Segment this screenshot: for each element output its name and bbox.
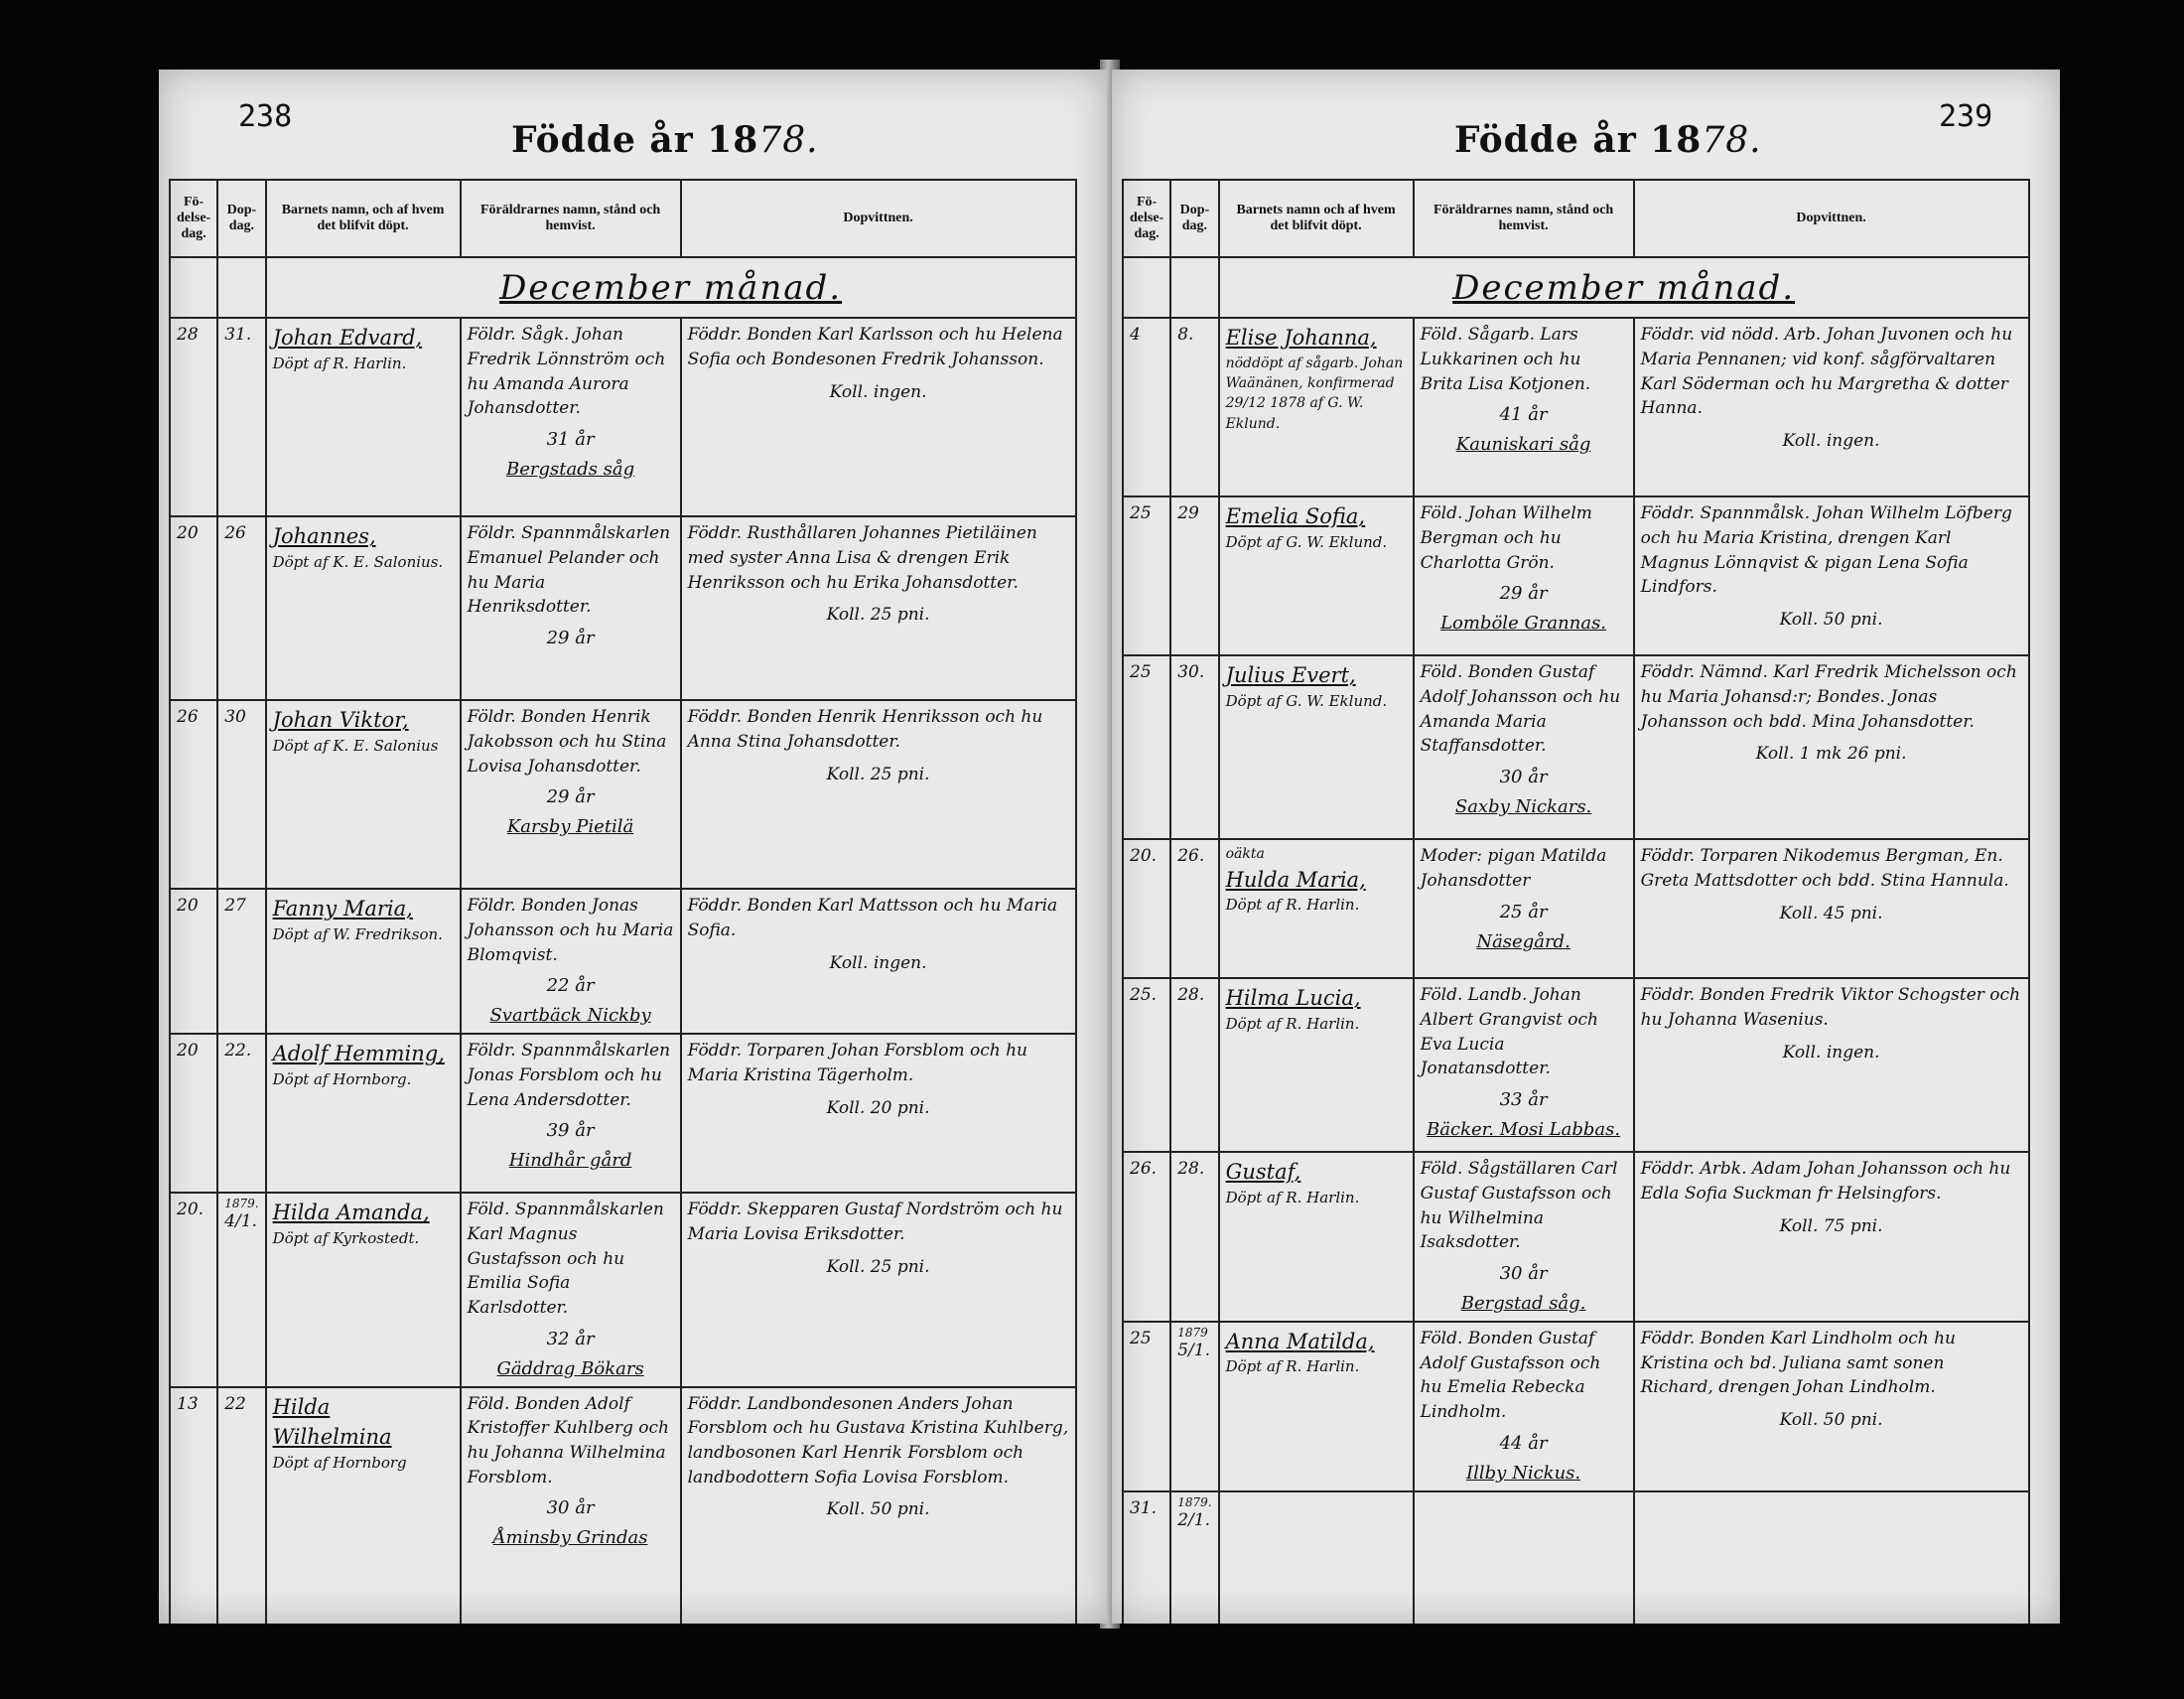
witnesses-text: Föddr. Torparen Johan Forsblom och hu Maria Kristina Tägerholm. [687,1041,1027,1086]
residence: Illby Nickus. [1466,1462,1581,1484]
residence: Bäcker. Mosi Labbas. [1427,1118,1621,1140]
child-name: Fanny Maria, [272,897,413,921]
page-number: 239 [1939,99,1993,134]
baptism-day-cell [217,1387,265,1624]
residence: Karsby Pietilä [506,816,634,838]
witnesses-cell [681,1034,1076,1193]
witnesses-cell [681,1387,1076,1624]
child-cell [266,700,461,889]
birth-day-cell: 20 [170,1034,217,1193]
birth-day-cell: 25 [1123,1322,1170,1491]
title-year: 78. [758,120,819,161]
baptism-day-cell [217,700,265,889]
witnesses-cell [681,318,1076,516]
residence: Bergstad såg. [1460,1292,1586,1314]
child-cell [1219,839,1414,978]
child-cell [266,1034,461,1193]
child-name: Hilda Amanda, [272,1201,430,1225]
baptized-by: Döpt af R. Harlin. [1225,1014,1360,1033]
month-row [1123,257,2029,318]
right-page [1112,70,2060,1624]
header-witnesses: Dopvittnen. [1634,180,2029,257]
residence: Kauniskari såg [1455,434,1591,456]
baptism-year: 1879. [1177,1494,1212,1509]
witnesses-text: Föddr. Landbondesonen Anders Johan Forsblom och hu Gustava Kristina Kuhlberg, landbosonen Karl Henrik Forsblom och landbodottern Sofia Lovisa Forsblom. [687,1393,1069,1487]
birth-day-cell: 31. [1123,1491,1170,1624]
residence: Lomböle Grannas. [1440,613,1607,635]
baptism-day-cell [1170,1152,1218,1322]
residence: Hindhår gård [508,1150,632,1172]
parent-age: 25 år [1499,901,1548,922]
witnesses-cell [681,516,1076,700]
child-name: Hilda Wilhelmina [272,1394,392,1450]
parents-cell [1414,1322,1634,1491]
parents-text: Föld. Sågställaren Carl Gustaf Gustafsson och hu Wilhelmina Isaksdotter. [1420,1159,1618,1253]
child-cell [1219,1322,1414,1491]
baptized-by: Döpt af K. E. Salonius. [272,552,444,571]
baptism-day: 2/1. [1177,1509,1210,1530]
witnesses-text: Föddr. Bonden Karl Mattsson och hu Maria Sofia. [687,896,1058,940]
child-name: Gustaf, [1225,1160,1301,1185]
child-cell [1219,978,1414,1152]
witnesses-text: Föddr. Bonden Karl Karlsson och hu Helena Sofia och Bondesonen Fredrik Johansson. [687,325,1063,369]
header-day-baptized: Dop-dag. [217,180,265,257]
baptism-day-cell [1170,839,1218,978]
parent-age: 29 år [546,627,595,648]
collection-note: Koll. 50 pni. [826,1499,930,1520]
table-row [170,889,1076,1034]
baptism-day: 27 [224,896,246,917]
table-row [1123,1322,2029,1491]
page-title [1454,119,1762,161]
baptism-day-cell [217,516,265,700]
child-name: Adolf Hemming, [272,1042,445,1066]
witnesses-text: Föddr. Rusthållaren Johannes Pietiläinen med syster Anna Lisa & drengen Erik Henriksson och hu Erika Johansdotter. [687,523,1037,593]
table-row [1123,1152,2029,1322]
parent-age: 33 år [1499,1088,1548,1110]
parents-cell [1414,655,1634,839]
parent-age: 22 år [546,975,595,997]
parents-cell [461,318,681,516]
parents-cell [1414,1491,1634,1624]
baptized-by: Döpt af Hornborg [272,1453,407,1472]
birth-day-cell: 20. [1123,839,1170,978]
child-cell [266,1193,461,1386]
child-cell [266,318,461,516]
baptized-by: Döpt af W. Fredrikson. [272,924,443,943]
header-witnesses: Dopvittnen. [681,180,1076,257]
parents-text: Föld. Bonden Gustaf Adolf Gustafsson och hu Emelia Rebecka Lindholm. [1420,1329,1601,1422]
child-cell [266,889,461,1034]
witnesses-cell [1634,1152,2029,1322]
baptism-day-cell [217,889,265,1034]
month-heading: December månad. [1452,268,1796,308]
parents-text: Föld. Johan Wilhelm Bergman och hu Charlotta Grön. [1420,503,1592,573]
parents-cell [1414,978,1634,1152]
table-row [170,1387,1076,1624]
residence: Gäddrag Bökars [496,1357,644,1379]
parent-age: 30 år [546,1497,595,1519]
baptism-year: 1879. [224,1197,259,1211]
witnesses-cell [1634,978,2029,1152]
title-year: 78. [1702,120,1762,161]
title-text: Födde år 18 [1454,119,1703,161]
witnesses-cell [1634,496,2029,655]
child-name: Johan Viktor, [272,708,409,733]
baptism-day: 22. [224,1041,252,1062]
collection-note: Koll. 75 pni. [1779,1215,1883,1236]
collection-note: Koll. 45 pni. [1779,903,1883,923]
collection-note: Koll. 50 pni. [1779,1409,1883,1430]
collection-note: Koll. 20 pni. [826,1097,930,1118]
baptism-day-cell [1170,655,1218,839]
parents-text: Földr. Spannmålskarlen Jonas Forsblom och hu Lena Andersdotter. [467,1041,671,1110]
baptism-day-cell [217,318,265,516]
parents-cell [461,516,681,700]
child-cell [1219,496,1414,655]
child-name: Johannes, [272,524,376,549]
baptism-day: 8. [1177,325,1194,346]
header-row [1123,180,2029,257]
collection-note: Koll. ingen. [829,381,927,402]
table-row [170,318,1076,516]
header-parents: Föräldrarnes namn, stånd och hemvist. [461,180,681,257]
header-day-born: Fö-delse-dag. [170,180,217,257]
parents-text: Földr. Bonden Henrik Jakobsson och hu Stina Lovisa Johansdotter. [467,707,667,777]
table-row [1123,839,2029,978]
child-name: Julius Evert, [1225,663,1356,688]
witnesses-cell [681,700,1076,889]
baptism-day-cell [217,1193,265,1386]
table-row [1123,978,2029,1152]
witnesses-text: Föddr. Skepparen Gustaf Nordström och hu Maria Lovisa Eriksdotter. [687,1200,1063,1245]
baptism-day-cell [1170,978,1218,1152]
baptism-day: 30 [224,707,246,728]
parent-age: 30 år [1499,766,1548,787]
birth-day-cell: 25 [1123,655,1170,839]
child-name: Hulda Maria, [1225,867,1366,892]
baptism-day-cell [1170,1491,1218,1624]
parents-text: Föld. Sågarb. Lars Lukkarinen och hu Brita Lisa Kotjonen. [1420,325,1591,394]
baptized-by: Döpt af R. Harlin. [272,354,407,372]
baptism-year: 1879 [1177,1326,1208,1341]
parents-text: Földr. Spannmålskarlen Emanuel Pelander och hu Maria Henriksdotter. [467,523,671,618]
baptism-day: 30. [1177,662,1205,683]
collection-note: Koll. 25 pni. [826,605,930,626]
parents-cell [1414,318,1634,496]
parents-text: Föld. Bonden Adolf Kristoffer Kuhlberg och hu Johanna Wilhelmina Forsblom. [467,1393,669,1487]
parents-text: Föld. Bonden Gustaf Adolf Johansson och hu Amanda Maria Staffansdotter. [1420,662,1621,757]
birth-day-cell: 20. [170,1193,217,1386]
witnesses-cell [1634,655,2029,839]
register-table [169,179,1077,1624]
baptism-day-cell [217,1034,265,1193]
residence: Näsegård. [1476,930,1570,952]
birth-day-cell: 25. [1123,978,1170,1152]
header-parents: Föräldrarnes namn, stånd och hemvist. [1414,180,1634,257]
register-table [1122,179,2030,1624]
page-title [511,119,819,161]
child-cell [1219,655,1414,839]
parents-cell [1414,496,1634,655]
parents-cell [461,1387,681,1624]
parents-cell [461,700,681,889]
parents-cell [1414,1152,1634,1322]
baptized-by: Döpt af G. W. Eklund. [1225,691,1388,710]
baptism-day: 31. [224,325,252,346]
baptism-day-cell [1170,318,1218,496]
parent-age: 39 år [546,1120,595,1142]
birth-day-cell: 25 [1123,496,1170,655]
header-day-baptized: Dop-dag. [1170,180,1218,257]
header-child-name: Barnets namn och af hvem det blifvit döpt. [1219,180,1414,257]
parent-age: 31 år [546,428,595,450]
header-day-born: Fö-delse-dag. [1123,180,1170,257]
parents-cell [461,889,681,1034]
baptized-by: Döpt af Hornborg. [272,1069,412,1088]
parent-age: 30 år [1499,1262,1548,1284]
parents-cell [1414,839,1634,978]
parent-age: 44 år [1499,1432,1548,1454]
child-name: Anna Matilda, [1225,1330,1375,1354]
parents-text: Földr. Sågk. Johan Fredrik Lönnström och hu Amanda Aurora Johansdotter. [467,325,666,419]
witnesses-text: Föddr. Bonden Henrik Henriksson och hu Anna Stina Johansdotter. [687,707,1043,752]
parents-cell [461,1193,681,1386]
parents-text: Földr. Bonden Jonas Johansson och hu Maria Blomqvist. [467,896,674,965]
page-number: 238 [238,99,293,134]
witnesses-cell [1634,1322,2029,1491]
child-note: nöddöpt af sågarb. Johan Waänänen, konfirmerad 29/12 1878 af G. W. Eklund. [1225,354,1404,432]
parent-age: 41 år [1499,404,1548,426]
table-row [1123,318,2029,496]
baptism-day: 5/1. [1177,1341,1210,1361]
collection-note: Koll. 50 pni. [1779,609,1883,630]
child-note: oäkta [1225,846,1265,863]
witnesses-cell [1634,1491,2029,1624]
month-row [170,257,1076,318]
left-page [159,70,1107,1624]
table-row [170,700,1076,889]
witnesses-text: Föddr. Torparen Nikodemus Bergman, En. Greta Mattsdotter och bdd. Stina Hannula. [1640,846,2009,891]
title-text: Födde år 18 [511,119,759,161]
table-row [170,1193,1076,1386]
witnesses-text: Föddr. Arbk. Adam Johan Johansson och hu Edla Sofia Suckman fr Helsingfors. [1640,1159,2011,1203]
collection-note: Koll. ingen. [1782,430,1880,451]
child-cell [266,1387,461,1624]
child-name: Elise Johanna, [1225,326,1377,351]
birth-day-cell: 28 [170,318,217,516]
witnesses-text: Föddr. Nämnd. Karl Fredrik Michelsson och hu Maria Johansd:r; Bondes. Jonas Johansson och bdd. Mina Johansdotter. [1640,662,2017,732]
baptism-day: 26. [1177,846,1205,867]
baptized-by: Döpt af R. Harlin. [1225,1357,1360,1376]
baptism-day: 29 [1177,503,1199,524]
parents-cell [461,1034,681,1193]
residence: Saxby Nickars. [1454,795,1592,817]
parents-text: Föld. Landb. Johan Albert Grangvist och Eva Lucia Jonatansdotter. [1420,985,1598,1079]
collection-note: Koll. 25 pni. [826,764,930,784]
header-child-name: Barnets namn, och af hvem det blifvit döpt. [266,180,461,257]
baptism-day: 26 [224,523,246,544]
birth-day-cell: 20 [170,889,217,1034]
witnesses-text: Föddr. Bonden Fredrik Viktor Schogster och hu Johanna Wasenius. [1640,985,2021,1030]
residence: Bergstads såg [505,458,635,480]
baptism-day: 28. [1177,985,1205,1006]
baptism-day: 4/1. [224,1211,257,1232]
baptism-day: 22 [224,1393,246,1414]
birth-day-cell: 20 [170,516,217,700]
birth-day-cell: 13 [170,1387,217,1624]
witnesses-text: Föddr. vid nödd. Arb. Johan Juvonen och hu Maria Pennanen; vid konf. sågförvaltaren Karl Söderman och hu Margretha & dotter Hanna. [1640,325,2013,419]
collection-note: Koll. 1 mk 26 pni. [1755,744,1907,765]
witnesses-text: Föddr. Spannmålsk. Johan Wilhelm Löfberg och hu Maria Kristina, drengen Karl Magnus Lönnqvist & pigan Lena Sofia Lindfors. [1640,503,2012,598]
table-row [1123,496,2029,655]
parent-age: 29 år [1499,583,1548,605]
child-cell [1219,1491,1414,1624]
table-row [170,516,1076,700]
parent-age: 32 år [546,1328,595,1349]
parents-text: Föld. Spannmålskarlen Karl Magnus Gustafsson och hu Emilia Sofia Karlsdotter. [467,1200,664,1318]
witnesses-cell [681,889,1076,1034]
witnesses-cell [1634,839,2029,978]
birth-day-cell: 4 [1123,318,1170,496]
residence: Åminsby Grindas [492,1527,648,1549]
residence: Svartbäck Nickby [489,1005,651,1027]
baptism-day-cell [1170,1322,1218,1491]
table-row [1123,1491,2029,1624]
child-cell [1219,318,1414,496]
collection-note: Koll. ingen. [1782,1042,1880,1062]
collection-note: Koll. 25 pni. [826,1256,930,1277]
table-row [1123,655,2029,839]
birth-day-cell: 26. [1123,1152,1170,1322]
witnesses-cell [1634,318,2029,496]
child-name: Johan Edvard, [272,326,423,351]
baptized-by: Döpt af R. Harlin. [1225,896,1360,915]
baptized-by: Döpt af Kyrkostedt. [272,1228,420,1247]
baptized-by: Döpt af K. E. Salonius [272,736,439,755]
baptized-by: Döpt af R. Harlin. [1225,1188,1360,1206]
baptism-day-cell [1170,496,1218,655]
parent-age: 29 år [546,786,595,808]
witnesses-text: Föddr. Bonden Karl Lindholm och hu Kristina och bd. Juliana samt sonen Richard, drengen Johan Lindholm. [1640,1329,1956,1398]
parents-text: Moder: pigan Matilda Johansdotter [1420,846,1607,891]
child-cell [1219,1152,1414,1322]
baptized-by: Döpt af G. W. Eklund. [1225,532,1388,551]
child-name: Emelia Sofia, [1225,504,1366,529]
table-row [170,1034,1076,1193]
month-heading: December månad. [499,268,843,308]
witnesses-cell [681,1193,1076,1386]
child-cell [266,516,461,700]
header-row [170,180,1076,257]
child-name: Hilma Lucia, [1225,986,1361,1011]
birth-day-cell: 26 [170,700,217,889]
baptism-day: 28. [1177,1159,1205,1180]
collection-note: Koll. ingen. [829,952,927,973]
